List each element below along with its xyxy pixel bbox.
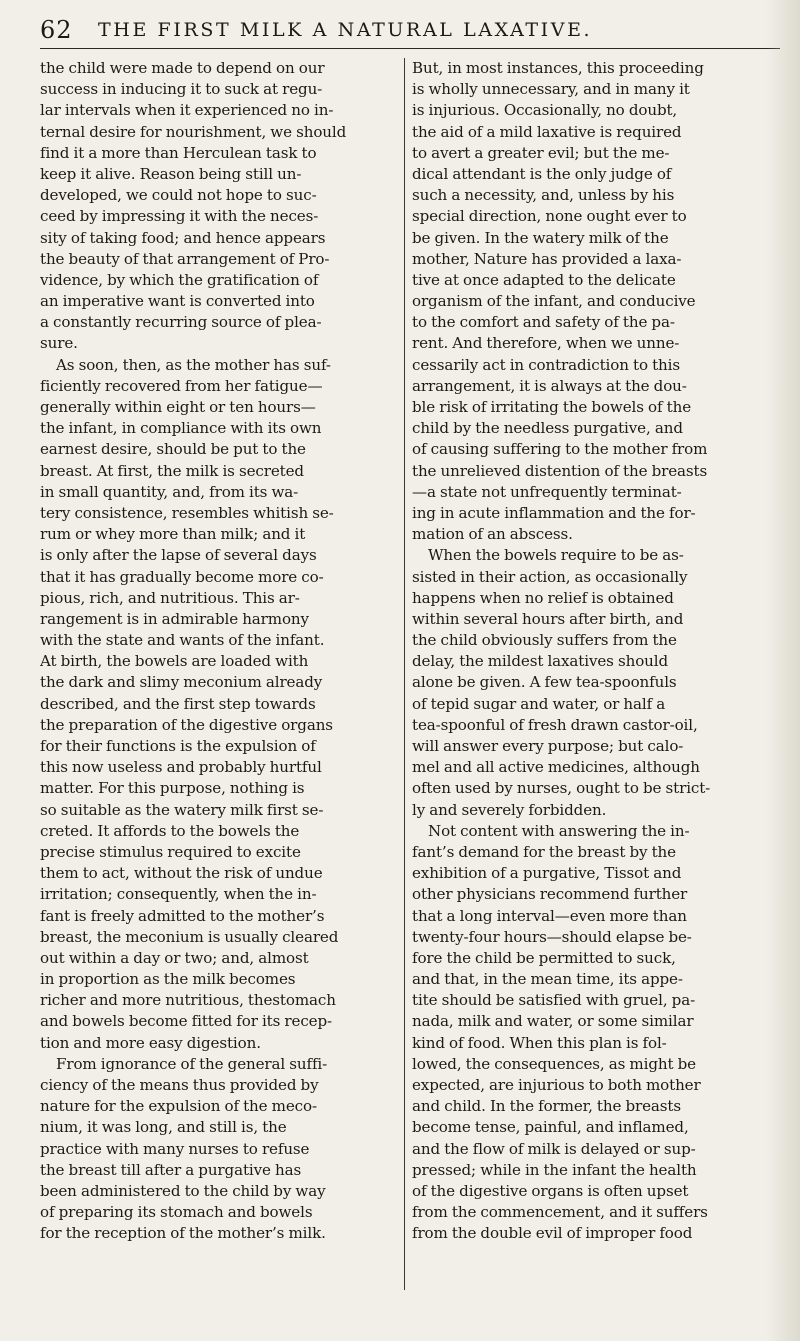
text-line: mother, Nature has provided a laxa- — [412, 249, 682, 268]
text-line: sisted in their action, as occasionally — [412, 567, 688, 586]
text-line: the infant, in compliance with its own — [40, 419, 322, 438]
text-line: delay, the mildest laxatives should — [412, 652, 669, 671]
text-line: keep it alive. Reason being still un- — [40, 164, 302, 183]
text-line: the child were made to depend on our — [40, 59, 325, 77]
text-line: is only after the lapse of several days — [40, 546, 317, 565]
text-line: sure. — [40, 334, 78, 353]
text-line: ble risk of irritating the bowels of the — [412, 398, 692, 416]
text-line: pious, rich, and nutritious. This ar- — [40, 588, 300, 607]
text-line: irritation; consequently, when the in- — [40, 885, 317, 904]
text-line: rum or whey more than milk; and it — [40, 525, 306, 544]
text-line: From ignorance of the general suffi- — [56, 1054, 328, 1073]
text-line: richer and more nutritious, thestomach — [40, 991, 336, 1010]
text-line: success in inducing it to suck at regu- — [40, 80, 323, 99]
text-line: exhibition of a purgative, Tissot and — [412, 864, 682, 883]
text-line: of preparing its stomach and bowels — [40, 1203, 313, 1222]
text-line: the aid of a mild laxative is required — [412, 122, 682, 141]
text-line: the dark and slimy meconium already — [40, 673, 323, 692]
text-line: such a necessity, and, unless by his — [412, 186, 675, 205]
text-line: and the flow of milk is delayed or sup- — [412, 1139, 696, 1158]
text-line: breast, the meconium is usually cleared — [40, 927, 339, 946]
text-line: alone be given. A few tea-spoonfuls — [412, 673, 677, 692]
text-line: fore the child be permitted to suck, — [412, 948, 676, 967]
text-line: mation of an abscess. — [412, 525, 573, 544]
text-line: creted. It affords to the bowels the — [40, 821, 300, 840]
text-line: nature for the expulsion of the meco- — [40, 1097, 317, 1116]
text-line: that it has gradually become more co- — [40, 567, 324, 586]
text-line: and bowels become fitted for its recep- — [40, 1012, 333, 1031]
text-line: and that, in the mean time, its appe- — [412, 970, 683, 989]
text-line: sity of taking food; and hence appears — [40, 228, 326, 247]
text-line: organism of the infant, and conducive — [412, 292, 696, 311]
page-edge-shadow — [766, 0, 800, 1341]
text-line: an imperative want is converted into — [40, 292, 315, 311]
text-line: As soon, then, as the mother has suf- — [56, 355, 331, 374]
text-line: from the double evil of improper food — [412, 1224, 693, 1243]
text-line: the preparation of the digestive organs — [40, 715, 333, 734]
text-line: in proportion as the milk becomes — [40, 970, 296, 989]
text-line: fant is freely admitted to the mother’s — [40, 906, 325, 925]
text-line: pressed; while in the infant the health — [412, 1160, 697, 1179]
text-line: of the digestive organs is often upset — [412, 1181, 689, 1200]
text-line: nada, milk and water, or some similar — [412, 1012, 694, 1031]
page-number: 62 — [40, 16, 73, 44]
text-line: tea-spoonful of fresh drawn castor-oil, — [412, 715, 698, 734]
text-line: But, in most instances, this proceeding — [412, 59, 704, 77]
text-line: practice with many nurses to refuse — [40, 1139, 310, 1158]
text-line: a constantly recurring source of plea- — [40, 313, 322, 332]
text-line: of tepid sugar and water, or half a — [412, 694, 666, 713]
text-line: this now useless and probably hurtful — [40, 758, 322, 777]
text-line: dical attendant is the only judge of — [412, 164, 672, 183]
text-line: twenty-four hours—should elapse be- — [412, 927, 692, 946]
text-line: the unrelieved distention of the breasts — [412, 461, 708, 480]
text-line: ciency of the means thus provided by — [40, 1076, 319, 1094]
text-line: fant’s demand for the breast by the — [412, 842, 676, 861]
text-line: rangement is in admirable harmony — [40, 609, 309, 628]
text-line: the child obviously suffers from the — [412, 631, 677, 650]
page-header — [40, 16, 780, 49]
text-line: to avert a greater evil; but the me- — [412, 143, 670, 162]
text-line: arrangement, it is always at the dou- — [412, 376, 687, 395]
left-text-column — [40, 58, 407, 1245]
text-line: developed, we could not hope to suc- — [40, 186, 317, 205]
text-line: matter. For this purpose, nothing is — [40, 779, 305, 798]
text-line: ternal desire for nourishment, we should — [40, 122, 347, 141]
text-line: to the comfort and safety of the pa- — [412, 313, 675, 332]
text-line: other physicians recommend further — [412, 885, 688, 904]
text-line: expected, are injurious to both mother — [412, 1076, 701, 1094]
text-line: tion and more easy digestion. — [40, 1033, 261, 1052]
text-line: that a long interval—even more than — [412, 906, 687, 925]
text-line: child by the needless purgative, and — [412, 419, 683, 438]
text-line: tery consistence, resembles whitish se- — [40, 503, 334, 522]
text-line: rent. And therefore, when we unne- — [412, 334, 680, 353]
text-line: with the state and wants of the infant. — [40, 631, 325, 650]
text-line: is wholly unnecessary, and in many it — [412, 80, 690, 99]
text-line: At birth, the bowels are loaded with — [40, 652, 309, 671]
text-line: ceed by impressing it with the neces- — [40, 207, 319, 226]
column-divider — [404, 58, 405, 1290]
text-line: cessarily act in contradiction to this — [412, 355, 680, 374]
text-line: breast. At first, the milk is secreted — [40, 461, 304, 480]
text-line: lar intervals when it experienced no in- — [40, 101, 334, 120]
text-line: out within a day or two; and, almost — [40, 948, 309, 967]
text-line: nium, it was long, and still is, the — [40, 1118, 287, 1137]
text-line: generally within eight or ten hours— — [40, 398, 316, 416]
text-line: ficiently recovered from her fatigue— — [40, 376, 323, 395]
text-line: is injurious. Occasionally, no doubt, — [412, 101, 678, 120]
text-line: —a state not unfrequently terminat- — [412, 482, 682, 501]
text-line: often used by nurses, ought to be strict- — [412, 779, 711, 798]
running-title: THE FIRST MILK A NATURAL LAXATIVE. — [98, 19, 593, 41]
text-line: from the commencement, and it suffers — [412, 1203, 708, 1222]
text-line: mel and all active medicines, although — [412, 758, 700, 777]
text-line: for their functions is the expulsion of — [40, 737, 316, 755]
text-line: be given. In the watery milk of the — [412, 228, 669, 247]
text-line: tive at once adapted to the delicate — [412, 270, 676, 289]
text-line: tite should be satisfied with gruel, pa- — [412, 991, 696, 1010]
text-line: vidence, by which the gratification of — [40, 270, 319, 289]
text-line: become tense, painful, and inflamed, — [412, 1118, 689, 1137]
text-line: of causing suffering to the mother from — [412, 440, 708, 459]
text-line: Not content with answering the in- — [428, 821, 690, 840]
text-line: the beauty of that arrangement of Pro- — [40, 249, 330, 268]
text-line: so suitable as the watery milk first se- — [40, 800, 324, 819]
text-line: find it a more than Herculean task to — [40, 143, 317, 162]
text-line: ing in acute inflammation and the for- — [412, 503, 696, 522]
text-line: described, and the first step towards — [40, 694, 316, 713]
text-line: within several hours after birth, and — [412, 609, 684, 628]
text-line: happens when no relief is obtained — [412, 588, 674, 607]
text-line: the breast till after a purgative has — [40, 1160, 302, 1179]
text-line: for the reception of the mother’s milk. — [40, 1224, 326, 1243]
text-line: lowed, the consequences, as might be — [412, 1054, 696, 1073]
text-line: them to act, without the risk of undue — [40, 864, 323, 883]
text-line: will answer every purpose; but calo- — [412, 737, 684, 755]
text-line: and child. In the former, the breasts — [412, 1097, 681, 1116]
text-line: When the bowels require to be as- — [428, 546, 684, 565]
text-line: ly and severely forbidden. — [412, 800, 607, 819]
text-line: earnest desire, should be put to the — [40, 440, 306, 459]
text-line: precise stimulus required to excite — [40, 842, 301, 861]
text-line: been administered to the child by way — [40, 1181, 326, 1200]
text-line: kind of food. When this plan is fol- — [412, 1033, 667, 1052]
text-line: in small quantity, and, from its wa- — [40, 482, 299, 501]
right-text-column — [412, 58, 779, 1245]
text-line: special direction, none ought ever to — [412, 207, 687, 226]
